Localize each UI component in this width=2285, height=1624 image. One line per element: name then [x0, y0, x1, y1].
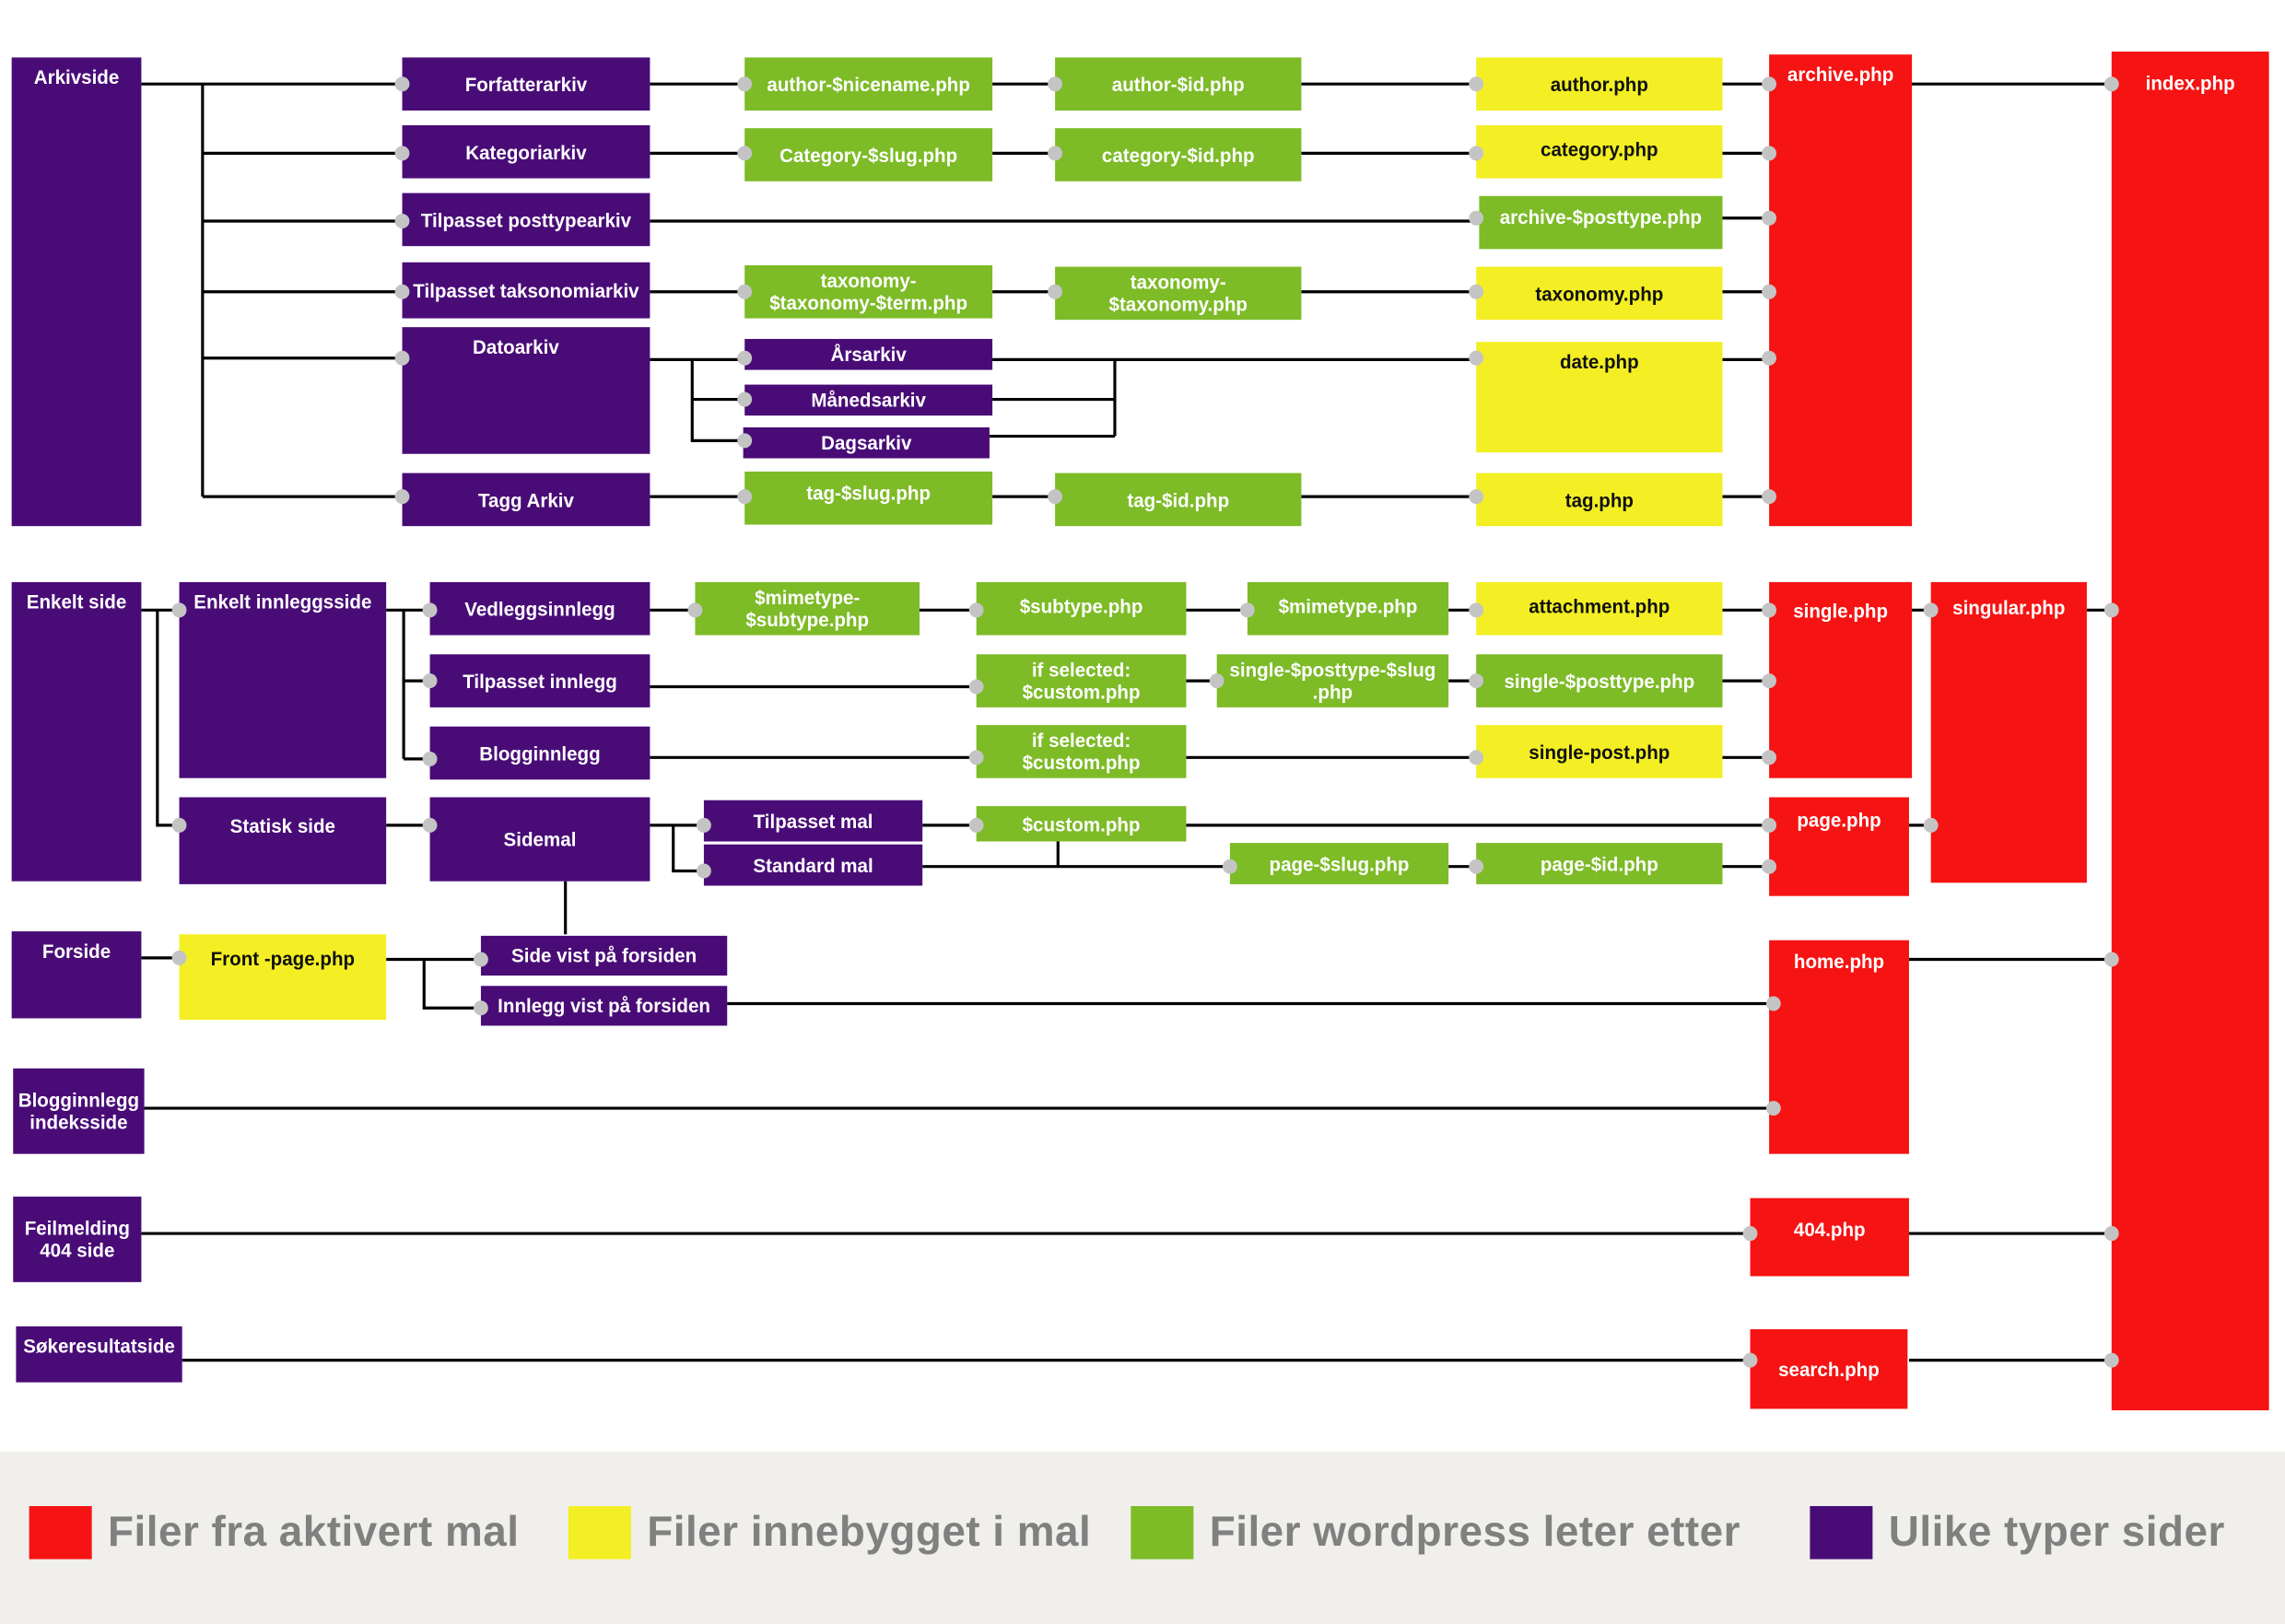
connector-dot: [969, 680, 984, 695]
file-category-slug: Category-$slug.php: [744, 128, 992, 181]
archive-kategoriarkiv: Kategoriarkiv: [403, 125, 650, 179]
page-arkivside: Arkivside: [12, 57, 142, 526]
connector-dot: [2104, 1353, 2119, 1368]
file-if-selected-custom-2: if selected: $custom.php: [977, 725, 1187, 778]
connector-dot: [172, 818, 187, 833]
file-front-page: Front -page.php: [180, 934, 387, 1020]
connector-dot: [737, 146, 752, 160]
connector-dot: [1766, 996, 1781, 1011]
connector-dot: [423, 602, 438, 617]
singular-blogginnlegg: Blogginnlegg: [430, 727, 650, 780]
file-single: single.php: [1769, 582, 1912, 778]
connector-dot: [395, 285, 410, 299]
connector-dot: [423, 752, 438, 766]
legend-item-red: [29, 1506, 520, 1560]
connector-dot: [1048, 489, 1062, 504]
archive-forfatterarkiv: Forfatterarkiv: [403, 57, 650, 111]
file-tag: tag.php: [1476, 473, 1722, 527]
connector-dot: [1469, 750, 1483, 765]
file-category: category.php: [1476, 125, 1722, 179]
connector-dot: [737, 351, 752, 366]
connector-dot: [1762, 859, 1776, 874]
archive-arsarkiv: Årsarkiv: [744, 339, 992, 370]
connector-dot: [697, 818, 711, 833]
file-index: index.php: [2112, 52, 2269, 1410]
file-attachment: attachment.php: [1476, 582, 1722, 636]
connector-dot: [1762, 211, 1776, 226]
singular-standard-mal: Standard mal: [704, 845, 922, 886]
connector-dot: [737, 285, 752, 299]
file-author-nicename: author-$nicename.php: [744, 57, 992, 111]
connector-dot: [1469, 76, 1483, 91]
page-forside: Forside: [12, 931, 142, 1018]
page-sokeresultatside: Søkeresultatside: [16, 1326, 182, 1383]
connector-dot: [1762, 750, 1776, 765]
legend-label: Filer innebygget i mal: [647, 1508, 1092, 1556]
connector-dot: [737, 76, 752, 91]
singular-tilpasset-mal: Tilpasset mal: [704, 800, 922, 842]
archive-datoarkiv: Datoarkiv: [403, 327, 650, 454]
legend-swatch-purple: [1810, 1506, 1872, 1560]
connector-dot: [1469, 351, 1483, 366]
legend-label: Ulike typer sider: [1888, 1508, 2225, 1556]
connector-dot: [2104, 602, 2119, 617]
connector-dot: [395, 214, 410, 228]
connector-dot: [395, 146, 410, 160]
connector-dot: [1762, 818, 1776, 833]
legend: [0, 1452, 2285, 1624]
connector-dot: [2104, 1226, 2119, 1241]
file-page-slug: page-$slug.php: [1230, 843, 1448, 884]
archive-tagg-arkiv: Tagg Arkiv: [403, 473, 650, 527]
connector-dot: [1469, 489, 1483, 504]
connector-dot: [737, 433, 752, 448]
connector-dot: [1762, 146, 1776, 160]
file-category-id: category-$id.php: [1055, 128, 1301, 181]
connector-dot: [1762, 76, 1776, 91]
legend-swatch-green: [1131, 1506, 1193, 1560]
singular-statisk-side: Statisk side: [180, 798, 387, 884]
file-singular: singular.php: [1931, 582, 2087, 882]
connector-dot: [1743, 1353, 1758, 1368]
file-404: 404.php: [1751, 1198, 1909, 1277]
file-single-posttype-slug: single-$posttype-$slug .php: [1217, 654, 1448, 707]
file-page: page.php: [1769, 798, 1909, 896]
connector-dot: [423, 818, 438, 833]
legend-item-green: [1131, 1506, 1740, 1560]
connector-dot: [423, 673, 438, 688]
connector-dot: [1469, 602, 1483, 617]
singular-enkelt-innleggsside: Enkelt innleggsside: [180, 582, 387, 778]
file-custom: $custom.php: [977, 806, 1187, 841]
connector-dot: [474, 1000, 488, 1015]
connector-dot: [1048, 76, 1062, 91]
connector-dot: [1048, 146, 1062, 160]
connector-dot: [737, 489, 752, 504]
connector-dot: [1762, 489, 1776, 504]
page-feilmelding-404: Feilmelding 404 side: [13, 1197, 141, 1282]
connector-dot: [1469, 146, 1483, 160]
file-search: search.php: [1751, 1329, 1908, 1408]
file-subtype: $subtype.php: [977, 582, 1187, 636]
connector-dot: [1762, 602, 1776, 617]
legend-swatch-yellow: [568, 1506, 631, 1560]
connector-dot: [1223, 859, 1237, 874]
legend-swatch-red: [29, 1506, 92, 1560]
connector-dot: [969, 818, 984, 833]
file-author: author.php: [1476, 57, 1722, 111]
singular-vedleggsinnlegg: Vedleggsinnlegg: [430, 582, 650, 636]
connector-dot: [1924, 602, 1939, 617]
connector-dot: [1048, 285, 1062, 299]
singular-sidemal: Sidemal: [430, 798, 650, 882]
file-mimetype: $mimetype.php: [1248, 582, 1448, 636]
connector-dot: [1766, 1101, 1781, 1116]
file-archive: archive.php: [1769, 54, 1912, 526]
page-enkelt-side: Enkelt side: [12, 582, 142, 882]
file-author-id: author-$id.php: [1055, 57, 1301, 111]
legend-item-yellow: [568, 1506, 1091, 1560]
archive-manedsarkiv: Månedsarkiv: [744, 385, 992, 416]
file-taxonomy-term: taxonomy- $taxonomy-$term.php: [744, 265, 992, 319]
legend-label: Filer wordpress leter etter: [1209, 1508, 1740, 1556]
file-page-id: page-$id.php: [1476, 843, 1722, 884]
connector-dot: [172, 602, 187, 617]
front-side-vist: Side vist på forsiden: [481, 936, 727, 976]
file-if-selected-custom-1: if selected: $custom.php: [977, 654, 1187, 707]
connector-dot: [1924, 818, 1939, 833]
connector-dot: [737, 392, 752, 407]
file-single-post: single-post.php: [1476, 725, 1722, 778]
connector-dot: [395, 76, 410, 91]
file-archive-posttype: archive-$posttype.php: [1479, 196, 1722, 250]
page-blogginnlegg-indeksside: Blogginnlegg indeksside: [13, 1069, 144, 1154]
connector-dot: [1469, 673, 1483, 688]
connector-dot: [1240, 602, 1255, 617]
connector-dot: [395, 489, 410, 504]
file-home: home.php: [1769, 941, 1909, 1154]
legend-label: Filer fra aktivert mal: [108, 1508, 520, 1556]
legend-item-purple: [1810, 1506, 2224, 1560]
singular-tilpasset-innlegg: Tilpasset innlegg: [430, 654, 650, 707]
connector-dot: [1469, 859, 1483, 874]
connector-dot: [697, 863, 711, 878]
front-innlegg-vist: Innlegg vist på forsiden: [481, 986, 727, 1025]
connector-dot: [1762, 285, 1776, 299]
connector-dot: [969, 750, 984, 765]
file-date: date.php: [1476, 342, 1722, 452]
file-single-posttype: single-$posttype.php: [1476, 654, 1722, 707]
file-taxonomy-tax: taxonomy- $taxonomy.php: [1055, 267, 1301, 321]
file-tag-slug: tag-$slug.php: [744, 472, 992, 525]
connector-dot: [2104, 76, 2119, 91]
connector-dot: [1762, 351, 1776, 366]
connector-dot: [2104, 952, 2119, 966]
archive-tilpasset-posttypearkiv: Tilpasset posttypearkiv: [403, 193, 650, 247]
connector-dot: [1210, 673, 1225, 688]
connector-dot: [172, 951, 187, 965]
connector-dot: [1762, 673, 1776, 688]
file-tag-id: tag-$id.php: [1055, 473, 1301, 527]
connector-dot: [1743, 1226, 1758, 1241]
archive-tilpasset-taksonomiarkiv: Tilpasset taksonomiarkiv: [403, 263, 650, 319]
connector-dot: [969, 602, 984, 617]
connector-dot: [688, 602, 703, 617]
connector-dot: [1469, 211, 1483, 226]
connector-dot: [395, 351, 410, 366]
connector-dot: [474, 952, 488, 966]
connector-dot: [1469, 285, 1483, 299]
archive-dagsarkiv: Dagsarkiv: [744, 427, 990, 459]
file-taxonomy: taxonomy.php: [1476, 267, 1722, 321]
file-mimetype-subtype: $mimetype- $subtype.php: [695, 582, 920, 636]
